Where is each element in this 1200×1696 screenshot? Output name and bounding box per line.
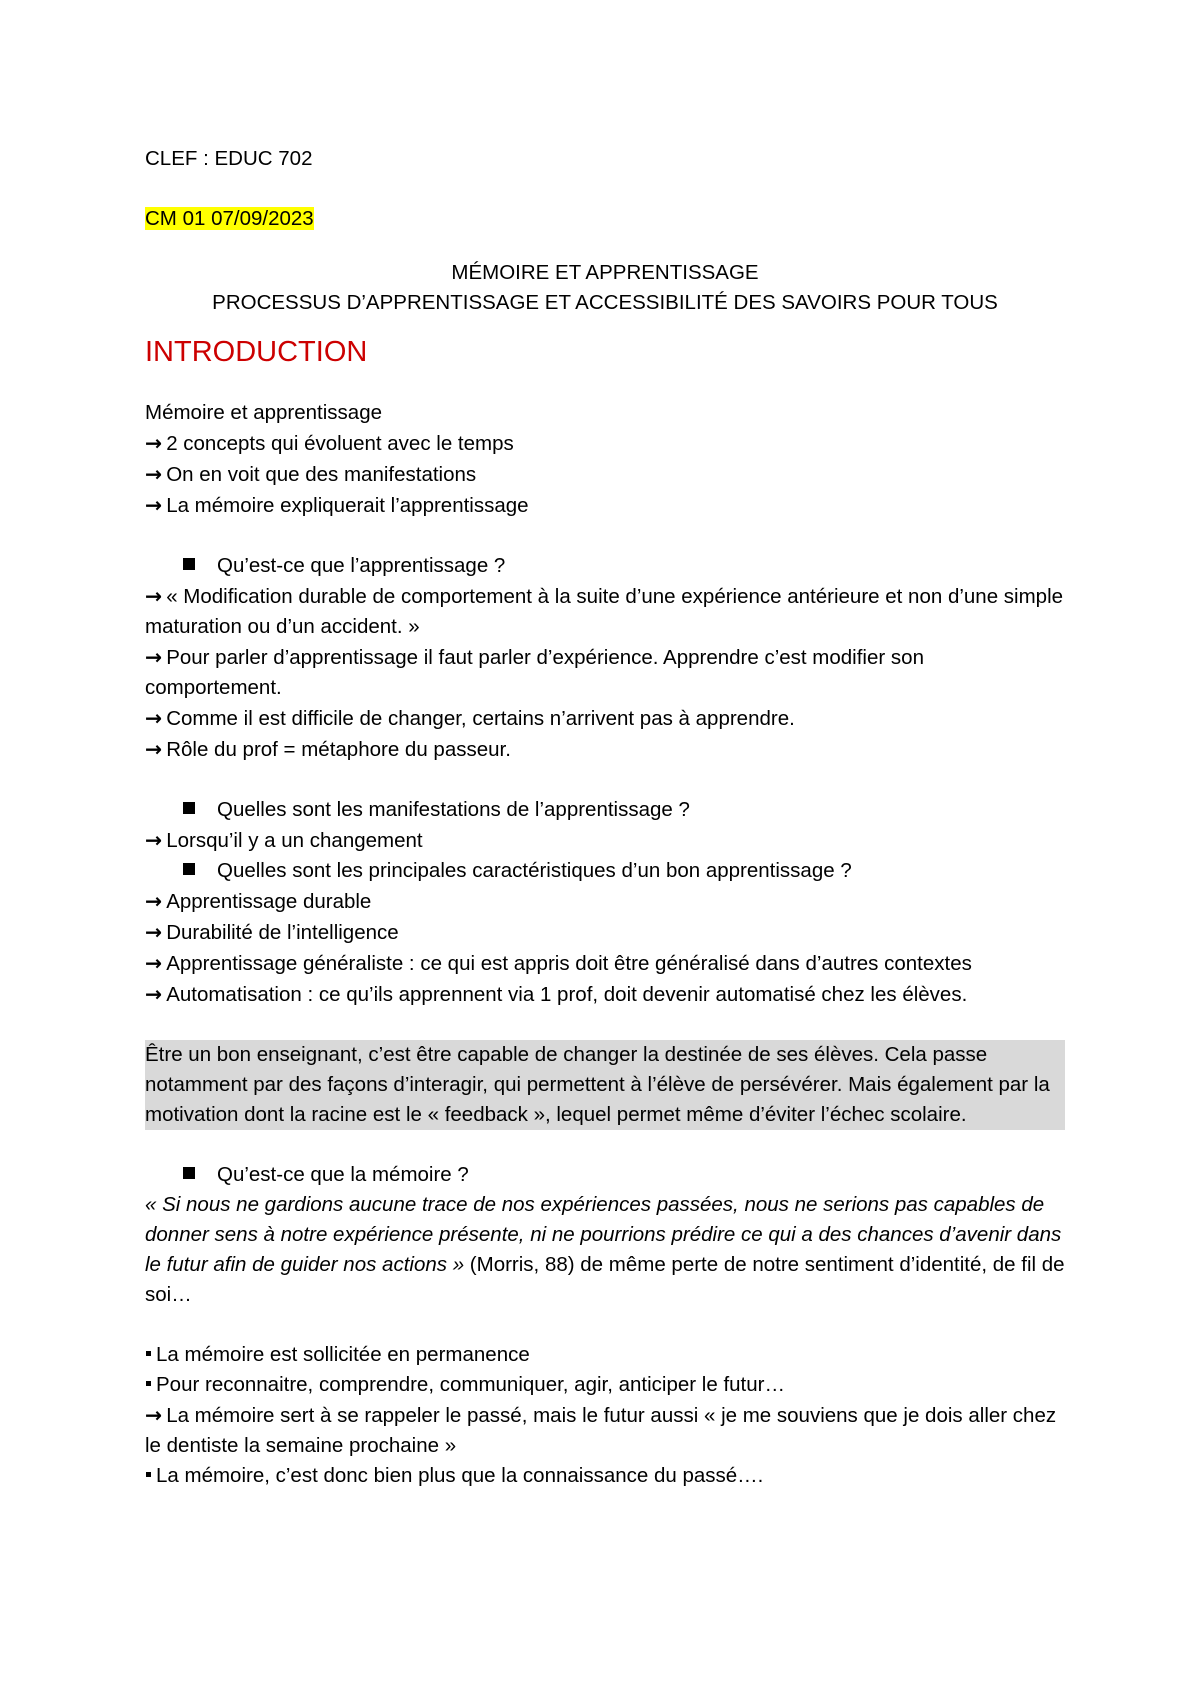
arrow-icon: → [145,982,163,1006]
session-date: CM 01 07/09/2023 [145,207,314,230]
list-item: → Apprentissage durable [145,889,372,913]
square-bullet-icon [183,802,195,814]
question-heading: Quelles sont les principales caractéristiques d’un bon apprentissage ? [145,856,1065,886]
question-heading: Qu’est-ce que l’apprentissage ? [145,551,1065,581]
square-bullet-icon [183,558,195,570]
list-item: → La mémoire sert à se rappeler le passé, mais le futur aussi « je me souviens que je dois aller chez le dentiste la semaine prochaine » [145,1403,1057,1457]
document-body [145,144,1065,1491]
list-item: → Rôle du prof = métaphore du passeur. [145,737,511,761]
arrow-icon: → [145,706,163,730]
quote-tail: (Morris, 88) de même perte de notre sentiment d’identité, de fil de soi… [145,1253,1065,1306]
main-title: MÉMOIRE ET APPRENTISSAGE [451,261,759,284]
arrow-icon: → [145,889,163,913]
sub-title: PROCESSUS D’APPRENTISSAGE ET ACCESSIBILITÉ DES SAVOIRS POUR TOUS [212,291,998,314]
arrow-icon: → [145,431,163,455]
morris-quote: « Si nous ne gardions aucune trace de nos expériences passées, nous ne serions pas capables de donner sens à notre expérience présente, ni ne pourrions prédire ce qui a des chances d’avenir dans le futur afin de guider nos actions » [145,1193,1062,1276]
arrow-icon: → [145,737,163,761]
list-item: → Automatisation : ce qu’ils apprennent via 1 prof, doit devenir automatisé chez les élèves. [145,982,968,1006]
list-item: → Lorsqu’il y a un changement [145,828,423,852]
square-bullet-icon [183,863,195,875]
arrow-icon: → [145,828,163,852]
list-item: → Pour parler d’apprentissage il faut parler d’expérience. Apprendre c’est modifier son comportement. [145,645,924,699]
arrow-icon: → [145,584,163,608]
question-heading: Quelles sont les manifestations de l’apprentissage ? [145,795,1065,825]
list-item: → La mémoire expliquerait l’apprentissage [145,493,529,517]
list-item: → Comme il est difficile de changer, certains n’arrivent pas à apprendre. [145,706,795,730]
arrow-icon: → [145,1403,163,1427]
list-item: La mémoire, c’est donc bien plus que la connaissance du passé…. [145,1461,1065,1491]
highlighted-paragraph: Être un bon enseignant, c’est être capable de changer la destinée de ses élèves. Cela passe notamment par des façons d’interagir, qui permettent à l’élève de persévérer. Mais également par la motivation dont la racine est le « feedback », lequel permet même d’éviter l’échec scolaire. [145,1040,1065,1130]
memory-quote-paragraph [145,1190,1065,1310]
arrow-icon: → [145,645,163,669]
list-item: → Apprentissage généraliste : ce qui est appris doit être généralisé dans d’autres contextes [145,951,972,975]
question-heading: Qu’est-ce que la mémoire ? [145,1160,1065,1190]
dot-bullet-icon [146,1351,151,1356]
introduction-heading: INTRODUCTION [145,336,368,368]
dot-bullet-icon [146,1381,151,1386]
square-bullet-icon [183,1167,195,1179]
course-code: CLEF : EDUC 702 [145,147,313,170]
list-item: Pour reconnaitre, comprendre, communiquer, agir, anticiper le futur… [145,1370,1065,1400]
arrow-icon: → [145,493,163,517]
arrow-icon: → [145,462,163,486]
list-item: → « Modification durable de comportement à la suite d’une expérience antérieure et non d’une simple maturation ou d’un accident. » [145,584,1064,638]
arrow-icon: → [145,920,163,944]
list-item: → 2 concepts qui évoluent avec le temps [145,431,514,455]
section-lead: Mémoire et apprentissage [145,401,383,424]
arrow-icon: → [145,951,163,975]
dot-bullet-icon [146,1472,151,1477]
list-item: → Durabilité de l’intelligence [145,920,399,944]
list-item: → On en voit que des manifestations [145,462,477,486]
list-item: La mémoire est sollicitée en permanence [145,1340,1065,1370]
